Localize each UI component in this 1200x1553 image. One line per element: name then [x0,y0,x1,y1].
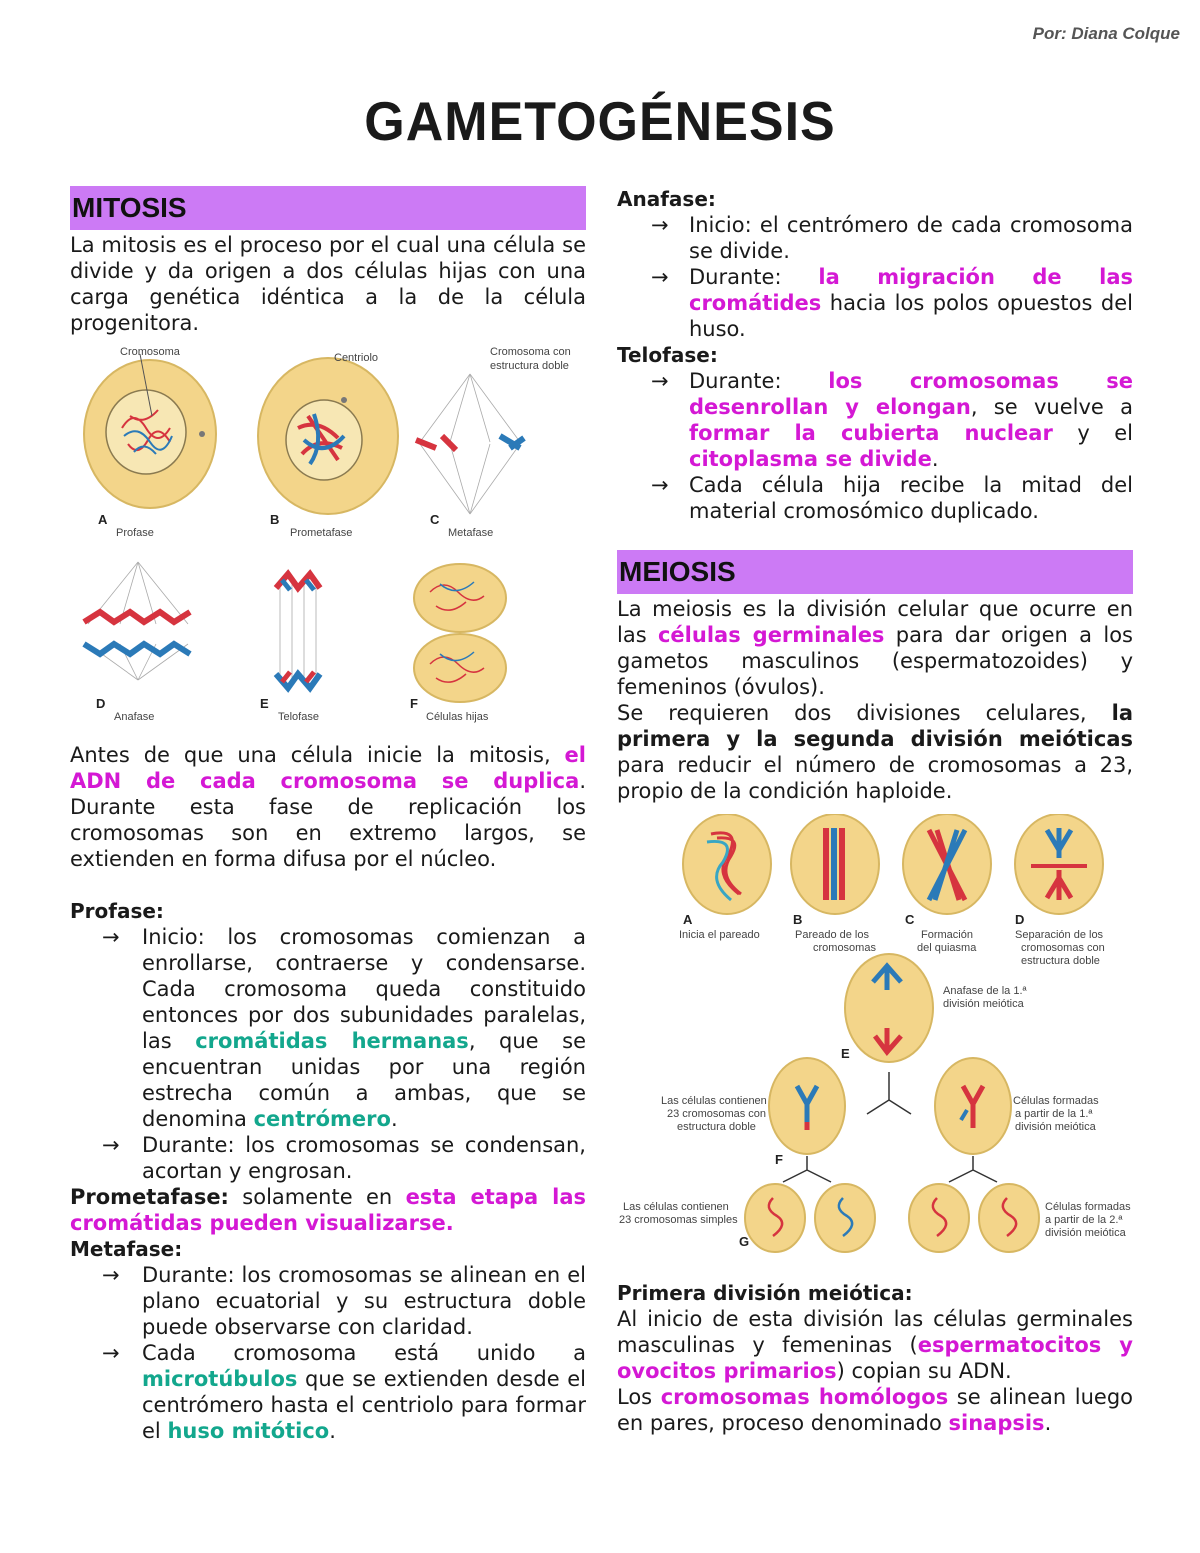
anafase-heading: Anafase: [617,187,716,211]
label-e: E [260,696,269,711]
meiosis-label-a-text: Inicia el pareado [679,929,760,941]
label-b: B [270,512,280,527]
meiosis-label-g: G [739,1234,750,1249]
meiosis-figure [617,814,1133,1254]
meiosis-label-e-text-2: división meiótica [943,998,1024,1010]
meiosis-label-b-text-2: cromosomas [813,942,876,954]
anafase-bullet-inicio: → Inicio: el centrómero de cada cromosoma se divide. [651,213,1133,263]
primera-division-p2: Los cromosomas homólogos se alinean luego en pares, proceso denominado sinapsis. [617,1385,1134,1435]
telofase-heading: Telofase: [617,343,718,367]
primera-division-heading: Primera división meiótica: [617,1281,913,1305]
cell-f-top [414,564,506,632]
page-title: GAMETOGÉNESIS [364,91,836,153]
meiosis-label-f-right-3: división meiótica [1015,1121,1096,1133]
author-credit: Por: Diana Colque [1032,24,1180,43]
left-column [70,186,586,1444]
anafase-bullet-durante: → Durante: la migración de las cromátides hacia los polos opuestos del huso. [651,265,1133,341]
metafase-bullet-durante: → Durante: los cromosomas se alinean en el plano ecuatorial y su estructura doble puede observarse con claridad. [102,1263,586,1339]
meiosis-label-f-left-3: estructura doble [677,1121,756,1133]
meiosis-label-g-left-1: Las células contienen [623,1201,729,1213]
label-f-text: Células hijas [426,711,489,723]
primera-division-p1: Al inicio de esta división las células germinales masculinas y femeninas (espermatocitos y ovocitos primarios) copian su ADN. [617,1307,1133,1383]
meiosis-label-c-text-2: del quiasma [917,942,977,954]
meiosis-banner [617,550,1133,594]
meiosis-label-f-left-2: 23 cromosomas con [667,1108,767,1120]
label-d-text: Anafase [114,711,155,723]
meiosis-label-g-right-3: división meiótica [1045,1227,1126,1239]
profase-bullet-inicio: → Inicio: los cromosomas comienzan a enrollarse, contraerse y condensarse. Cada cromosoma queda constituido entonces por dos subunidades paralelas, las cromátidas hermanas, que se encuentran unidas por una región estrecha común a ambas, que se denomina centrómero. [102,925,586,1131]
meiosis-label-e-text-1: Anafase de la 1.ª [943,985,1027,997]
spindle-e [280,580,316,680]
cell-a-nucleus [106,390,186,474]
prometafase-paragraph: Prometafase: solamente en esta etapa las cromátidas pueden visualizarse. [70,1185,586,1235]
meiosis-heading: MEIOSIS [619,556,736,587]
profase-bullet-durante: → Durante: los cromosomas se condensan, acortan y engrosan. [102,1133,586,1183]
label-centriolo: Centriolo [334,352,379,364]
mitosis-banner [70,186,586,230]
spindle-c [420,374,520,514]
label-a-text: Profase [116,527,154,539]
label-c: C [430,512,440,527]
telofase-bullet-durante: → Durante: los cromosomas se desenrollan y elongan, se vuelve a formar la cubierta nuclear y el citoplasma se divide. [651,369,1133,471]
metafase-bullet-microtubulos: → Cada cromosoma está unido a microtúbulos que se extienden desde el centrómero hasta el centriolo para formar el huso mitótico. [102,1341,586,1443]
label-b-text: Prometafase [290,527,353,539]
meiosis-label-d-text-1: Separación de los [1015,929,1104,941]
meiosis-divisions: Se requieren dos divisiones celulares, la primera y la segunda división meióticas para reducir el número de cromosomas a 23, propio de la condición haploide. [617,701,1133,803]
meiosis-label-a: A [683,912,693,927]
meiosis-label-f: F [775,1152,783,1167]
mitosis-heading: MITOSIS [72,192,187,223]
label-e-text: Telofase [278,711,319,723]
meiosis-label-e: E [841,1046,850,1061]
meiosis-label-b-text-1: Pareado de los [795,929,869,941]
label-cromosoma-doble-1: Cromosoma con [490,346,571,358]
label-f: F [410,696,418,711]
meiosis-label-b: B [793,912,803,927]
right-column [617,186,1133,1436]
metafase-heading: Metafase: [70,1237,183,1261]
meiosis-label-c: C [905,912,915,927]
meiosis-label-f-left-1: Las células contienen [661,1095,767,1107]
meiosis-label-g-right-1: Células formadas [1045,1201,1131,1213]
label-a: A [98,512,108,527]
mitosis-intro: La mitosis es el proceso por el cual una célula se divide y da origen a dos células hijas con una carga genética idéntica a la de la célula progenitora. [70,233,586,335]
label-d: D [96,696,106,711]
label-cromosoma: Cromosoma [120,346,180,358]
label-c-text: Metafase [448,527,494,539]
meiosis-label-f-right-2: a partir de la 1.ª [1015,1108,1093,1120]
meiosis-label-c-text-1: Formación [921,929,973,941]
mitosis-figure [70,344,586,736]
meiosis-label-d-text-3: estructura doble [1021,955,1100,967]
telofase-bullet-mitad: → Cada célula hija recibe la mitad del material cromosómico duplicado. [651,473,1133,523]
meiosis-label-d-text-2: cromosomas con [1021,942,1105,954]
meiosis-label-f-right-1: Células formadas [1013,1095,1099,1107]
label-cromosoma-doble-2: estructura doble [490,360,569,372]
profase-heading: Profase: [70,899,164,923]
cell-f-bottom [414,634,506,702]
meiosis-label-g-right-2: a partir de la 2.ª [1045,1214,1123,1226]
meiosis-label-g-left-2: 23 cromosomas simples [619,1214,738,1226]
mitosis-before-paragraph: Antes de que una célula inicie la mitosis, el ADN de cada cromosoma se duplica. Durante esta fase de replicación los cromosomas son en extremo largos, se extienden en forma difusa por el núcleo. [70,743,586,871]
meiosis-label-d: D [1015,912,1025,927]
meiosis-intro: La meiosis es la división celular que ocurre en las células germinales para dar origen a los gametos masculinos (espermatozoides) y femeninos (óvulos). [617,597,1133,699]
